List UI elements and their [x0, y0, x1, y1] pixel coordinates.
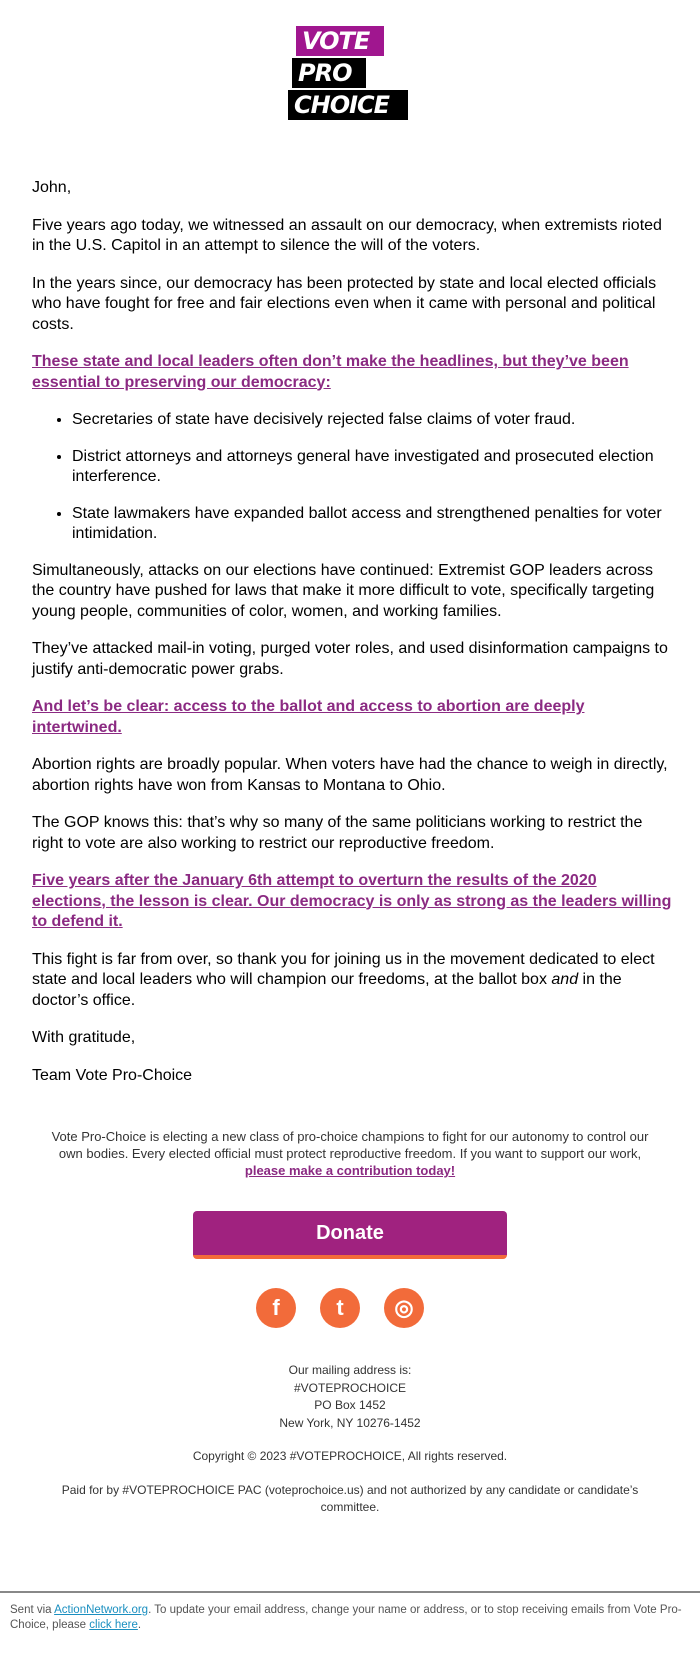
address-line: #VOTEPROCHOICE	[293, 1380, 407, 1395]
paid-for-disclaimer: Paid for by #VOTEPROCHOICE PAC (voteprochoice.us) and not authorized by any candidate or candidate’s committee.	[61, 1483, 639, 1514]
vote-pro-choice-logo	[288, 26, 412, 126]
signature: Team Vote Pro-Choice	[32, 1066, 193, 1084]
instagram-icon[interactable]: ◎	[384, 1288, 424, 1328]
text: .	[137, 1619, 142, 1631]
footer-blurb	[40, 1128, 660, 1179]
logo-line-pro: PRO	[292, 58, 366, 88]
emphasis: and	[551, 971, 579, 988]
donate-button[interactable]: Donate	[193, 1211, 507, 1259]
closing: With gratitude,	[32, 1029, 136, 1046]
text: This fight is far from over, so thank you for joining us in the movement dedicated to elect state and local leaders who will champion our freedoms, at the ballot box	[32, 950, 655, 988]
bullet-list	[32, 410, 672, 545]
paragraph: Five years ago today, we witnessed an assault on our democracy, when extremists rioted in the U.S. Capitol in an attempt to silence the will of the voters.	[32, 216, 662, 254]
mailing-address	[40, 1362, 660, 1432]
paragraph: They’ve attacked mail-in voting, purged voter roles, and used disinformation campaigns to justify anti-democratic power grabs.	[32, 640, 668, 678]
address-line: New York, NY 10276-1452	[279, 1415, 421, 1430]
actionnetwork-link[interactable]: ActionNetwork.org	[54, 1604, 149, 1616]
text: . To update your email address, change your name or address, or to stop receiving emails from Vote Pro-Choice, please	[10, 1604, 682, 1631]
paragraph: The GOP knows this: that’s why so many of the same politicians working to restrict the right to vote are also working to restrict our reproductive freedom.	[32, 814, 643, 852]
paragraph: Abortion rights are broadly popular. When voters have had the chance to weigh in directly, abortion rights have won from Kansas to Montana to Ohio.	[32, 756, 668, 794]
list-item: • State lawmakers have expanded ballot access and strengthened penalties for voter intimidation.	[72, 504, 672, 545]
contribution-link[interactable]: please make a contribution today!	[244, 1163, 456, 1178]
paragraph	[32, 950, 672, 1012]
address-line: PO Box 1452	[314, 1398, 386, 1412]
email-body	[32, 178, 672, 1103]
text: Sent via	[10, 1604, 55, 1616]
text: in the doctor’s office.	[32, 971, 622, 1009]
blurb-text: Vote Pro-Choice is electing a new class of pro-choice champions to fight for our autonomy to control our own bodies. Every elected official must protect reproductive freedom. If you want to support our work,	[51, 1129, 649, 1161]
unsubscribe-link[interactable]: click here	[89, 1619, 138, 1631]
facebook-icon[interactable]: f	[256, 1288, 296, 1328]
logo-line-choice: CHOICE	[288, 90, 408, 120]
greeting: John,	[32, 179, 72, 196]
unsubscribe-bar	[0, 1591, 700, 1633]
list-item: • Secretaries of state have decisively rejected false claims of voter fraud.	[72, 410, 672, 431]
logo-line-vote: VOTE	[296, 26, 384, 56]
copyright: Copyright © 2023 #VOTEPROCHOICE, All rights reserved.	[192, 1449, 508, 1463]
highlight-heading: And let’s be clear: access to the ballot and access to abortion are deeply intertwined.	[32, 698, 585, 736]
address-line: Our mailing address is:	[288, 1363, 412, 1377]
paragraph: In the years since, our democracy has been protected by state and local elected officials who have fought for free and fair elections even when it came with personal and political costs.	[32, 274, 657, 333]
highlight-heading: Five years after the January 6th attempt to overturn the results of the 2020 elections, the lesson is clear. Our democracy is only as strong as the leaders willing to defend it.	[32, 872, 672, 930]
highlight-heading: These state and local leaders often don’t make the headlines, but they’ve been essential to preserving our democracy:	[32, 353, 629, 391]
twitter-icon[interactable]: t	[320, 1288, 360, 1328]
paragraph: Simultaneously, attacks on our elections have continued: Extremist GOP leaders across the country have pushed for laws that make it more difficult to vote, specifically targeting young people, communities of color, women, and working families.	[32, 561, 655, 620]
list-item: • District attorneys and attorneys general have investigated and prosecuted election interference.	[72, 447, 672, 488]
